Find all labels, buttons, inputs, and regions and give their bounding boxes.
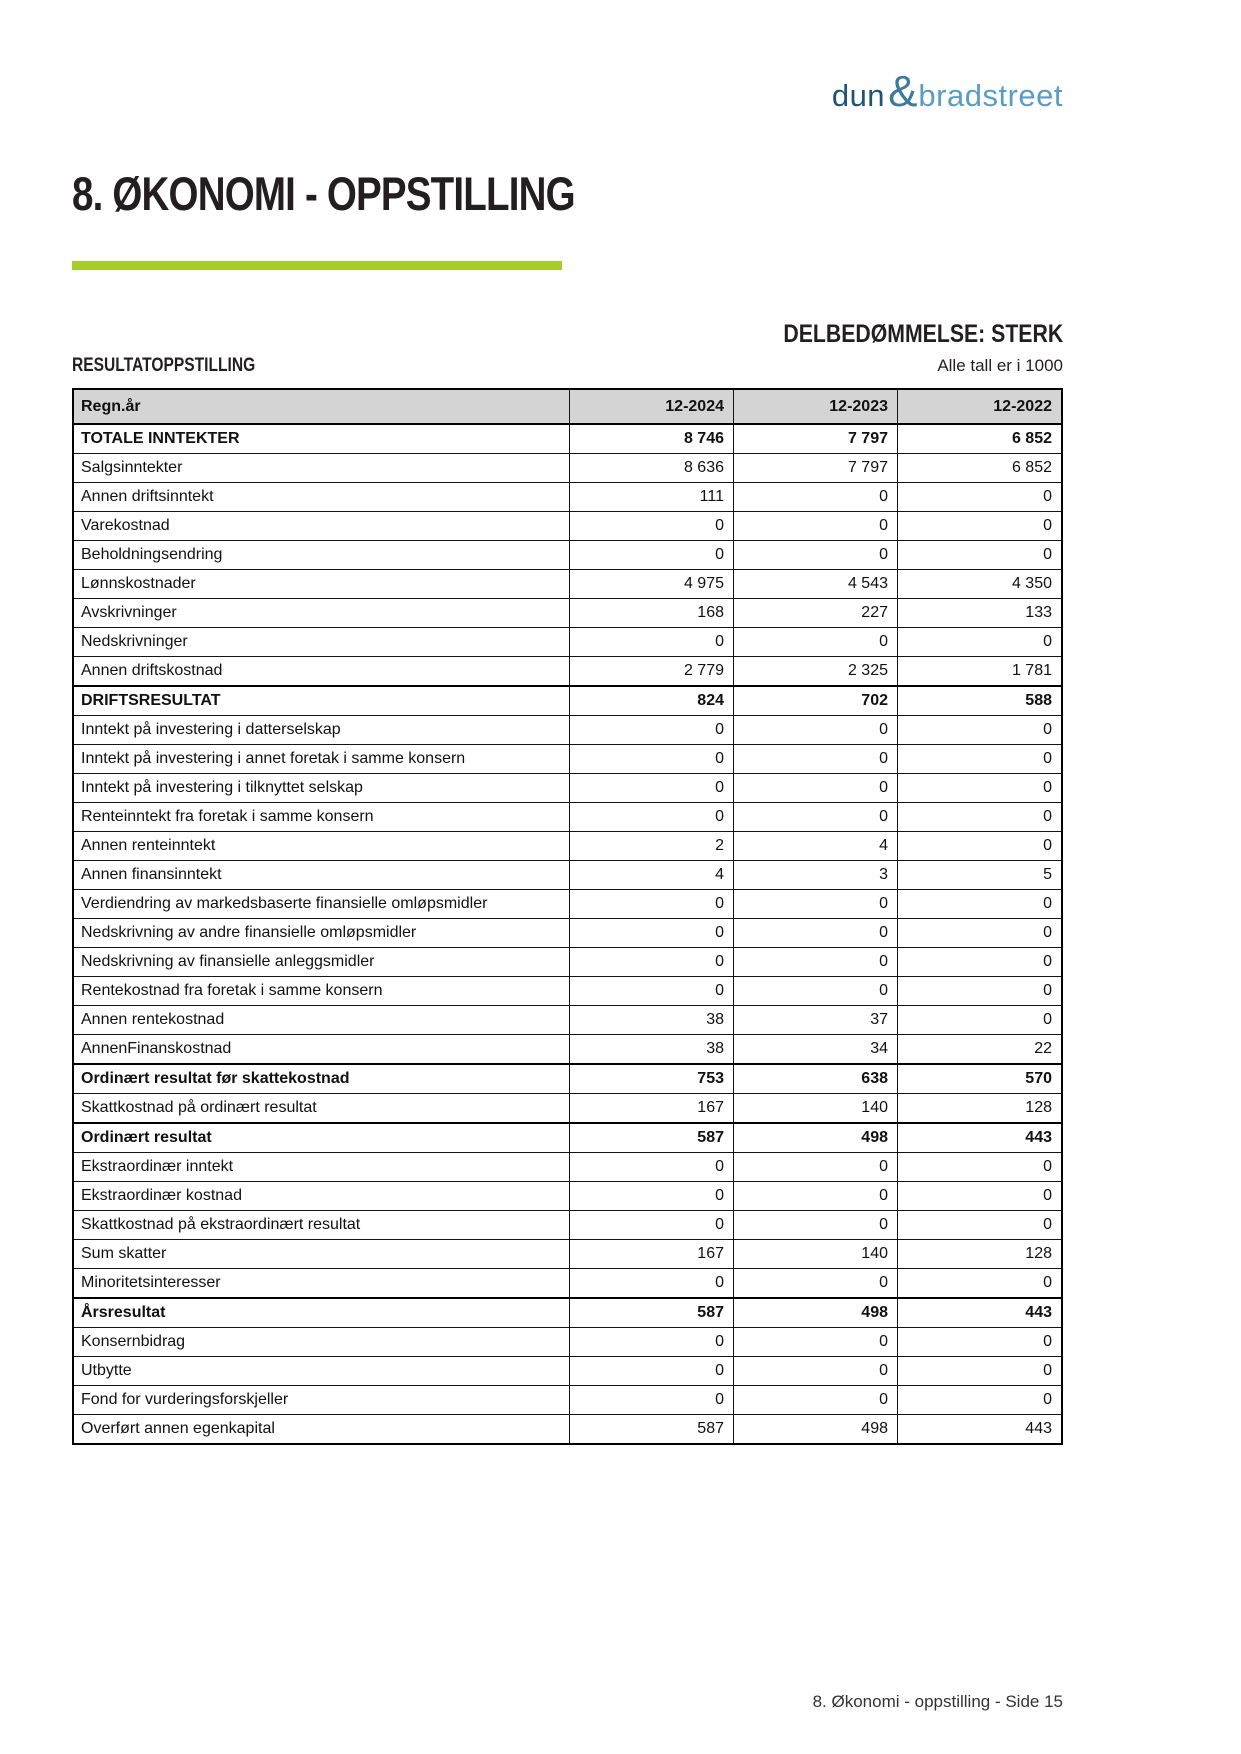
table-row: [73, 454, 1062, 483]
row-value: 0: [898, 832, 1063, 861]
row-label: Salgsinntekter: [73, 454, 570, 483]
row-value: 0: [898, 1211, 1063, 1240]
row-label: Nedskrivninger: [73, 628, 570, 657]
statement-section-label: [72, 355, 295, 377]
row-value: 7 797: [734, 424, 898, 454]
row-value: 498: [734, 1123, 898, 1153]
row-value: 443: [898, 1123, 1063, 1153]
row-value: 2 325: [734, 657, 898, 687]
column-header-2024: 12-2024: [570, 389, 734, 424]
row-label: TOTALE INNTEKTER: [73, 424, 570, 454]
row-label: Renteinntekt fra foretak i samme konsern: [73, 803, 570, 832]
row-value: 0: [734, 1386, 898, 1415]
row-value: 0: [570, 745, 734, 774]
row-value: 0: [570, 1182, 734, 1211]
table-row: [73, 803, 1062, 832]
row-value: 0: [570, 1357, 734, 1386]
row-value: 0: [734, 1211, 898, 1240]
table-row: [73, 599, 1062, 628]
table-row: [73, 1328, 1062, 1357]
row-value: 638: [734, 1064, 898, 1094]
table-row: [73, 1123, 1062, 1153]
title-underline-bar: [72, 261, 562, 270]
table-row: [73, 512, 1062, 541]
logo-dun-text: dun: [831, 77, 886, 113]
table-row: [73, 832, 1062, 861]
row-label: Minoritetsinteresser: [73, 1269, 570, 1299]
row-value: 0: [570, 512, 734, 541]
row-label: Sum skatter: [73, 1240, 570, 1269]
logo-bradstreet-text: bradstreet: [918, 77, 1063, 113]
row-value: 0: [734, 1182, 898, 1211]
row-label: Annen renteinntekt: [73, 832, 570, 861]
row-value: 498: [734, 1415, 898, 1445]
row-value: 0: [570, 803, 734, 832]
row-label: Skattkostnad på ordinært resultat: [73, 1094, 570, 1124]
row-value: 0: [570, 1269, 734, 1299]
row-label: Konsernbidrag: [73, 1328, 570, 1357]
table-row: [73, 774, 1062, 803]
row-value: 498: [734, 1298, 898, 1328]
page-title-text: 8. ØKONOMI - OPPSTILLING: [72, 167, 575, 220]
table-row: [73, 1064, 1062, 1094]
row-value: 128: [898, 1240, 1063, 1269]
row-value: 0: [734, 1328, 898, 1357]
row-value: 5: [898, 861, 1063, 890]
row-value: 167: [570, 1094, 734, 1124]
row-value: 2: [570, 832, 734, 861]
table-row: [73, 861, 1062, 890]
row-value: 0: [898, 948, 1063, 977]
row-value: 4 350: [898, 570, 1063, 599]
row-value: 3: [734, 861, 898, 890]
table-row: [73, 1386, 1062, 1415]
table-row: [73, 1269, 1062, 1299]
row-value: 0: [734, 541, 898, 570]
row-value: 38: [570, 1006, 734, 1035]
row-label: Rentekostnad fra foretak i samme konsern: [73, 977, 570, 1006]
row-value: 0: [570, 890, 734, 919]
row-value: 0: [570, 919, 734, 948]
row-value: 0: [570, 1211, 734, 1240]
row-value: 0: [570, 977, 734, 1006]
page-title: [72, 166, 685, 221]
row-value: 0: [898, 483, 1063, 512]
row-label: Annen finansinntekt: [73, 861, 570, 890]
table-row: [73, 1415, 1062, 1445]
row-label: Beholdningsendring: [73, 541, 570, 570]
row-value: 0: [734, 977, 898, 1006]
row-value: 0: [898, 541, 1063, 570]
row-label: Varekostnad: [73, 512, 570, 541]
row-value: 0: [898, 977, 1063, 1006]
table-row: [73, 1182, 1062, 1211]
row-value: 1 781: [898, 657, 1063, 687]
row-value: 140: [734, 1094, 898, 1124]
row-value: 0: [898, 919, 1063, 948]
row-value: 0: [734, 803, 898, 832]
row-value: 6 852: [898, 424, 1063, 454]
sub-rating: [734, 320, 1063, 349]
row-label: Inntekt på investering i tilknyttet selskap: [73, 774, 570, 803]
table-row: [73, 1211, 1062, 1240]
row-value: 111: [570, 483, 734, 512]
row-value: 4: [570, 861, 734, 890]
row-value: 167: [570, 1240, 734, 1269]
row-label: Fond for vurderingsforskjeller: [73, 1386, 570, 1415]
table-row: [73, 483, 1062, 512]
row-label: Skattkostnad på ekstraordinært resultat: [73, 1211, 570, 1240]
row-value: 0: [734, 774, 898, 803]
income-statement-table: [72, 388, 1063, 1445]
row-value: 0: [734, 745, 898, 774]
row-label: Overført annen egenkapital: [73, 1415, 570, 1445]
row-value: 0: [734, 716, 898, 745]
row-value: 0: [898, 1153, 1063, 1182]
row-value: 0: [898, 1182, 1063, 1211]
row-label: DRIFTSRESULTAT: [73, 686, 570, 716]
row-value: 0: [734, 1153, 898, 1182]
row-value: 0: [570, 541, 734, 570]
table-row: [73, 541, 1062, 570]
row-value: 140: [734, 1240, 898, 1269]
row-value: 0: [898, 1357, 1063, 1386]
table-row: [73, 948, 1062, 977]
row-label: Utbytte: [73, 1357, 570, 1386]
row-value: 0: [734, 890, 898, 919]
row-label: Årsresultat: [73, 1298, 570, 1328]
table-row: [73, 716, 1062, 745]
table-row: [73, 1357, 1062, 1386]
row-value: 128: [898, 1094, 1063, 1124]
row-label: Verdiendring av markedsbaserte finansielle omløpsmidler: [73, 890, 570, 919]
row-value: 443: [898, 1415, 1063, 1445]
table-row: [73, 628, 1062, 657]
row-value: 37: [734, 1006, 898, 1035]
row-value: 0: [570, 1386, 734, 1415]
row-value: 0: [898, 774, 1063, 803]
row-value: 22: [898, 1035, 1063, 1065]
row-value: 0: [898, 1006, 1063, 1035]
row-value: 38: [570, 1035, 734, 1065]
row-value: 588: [898, 686, 1063, 716]
table-row: [73, 1153, 1062, 1182]
table-row: [73, 1240, 1062, 1269]
table-body: [73, 424, 1062, 1444]
row-label: Lønnskostnader: [73, 570, 570, 599]
row-label: Annen rentekostnad: [73, 1006, 570, 1035]
row-label: Inntekt på investering i annet foretak i samme konsern: [73, 745, 570, 774]
row-value: 0: [734, 1357, 898, 1386]
ampersand-icon: &: [888, 67, 918, 116]
table-row: [73, 919, 1062, 948]
row-value: 7 797: [734, 454, 898, 483]
row-value: 4: [734, 832, 898, 861]
row-value: 0: [570, 1328, 734, 1357]
row-value: 0: [734, 948, 898, 977]
row-value: 133: [898, 599, 1063, 628]
row-value: 0: [570, 1153, 734, 1182]
row-value: 8 636: [570, 454, 734, 483]
row-value: 587: [570, 1123, 734, 1153]
row-value: 168: [570, 599, 734, 628]
row-label: Annen driftskostnad: [73, 657, 570, 687]
row-value: 8 746: [570, 424, 734, 454]
row-label: Ekstraordinær kostnad: [73, 1182, 570, 1211]
table-row: [73, 977, 1062, 1006]
row-value: 0: [898, 890, 1063, 919]
row-value: 0: [734, 512, 898, 541]
table-row: [73, 1006, 1062, 1035]
row-value: 753: [570, 1064, 734, 1094]
row-value: 0: [734, 483, 898, 512]
row-value: 570: [898, 1064, 1063, 1094]
row-label: Ekstraordinær inntekt: [73, 1153, 570, 1182]
table-row: [73, 745, 1062, 774]
row-value: 443: [898, 1298, 1063, 1328]
row-value: 227: [734, 599, 898, 628]
row-value: 587: [570, 1298, 734, 1328]
table-row: [73, 1094, 1062, 1124]
row-value: 6 852: [898, 454, 1063, 483]
table-row: [73, 657, 1062, 687]
row-value: 0: [898, 716, 1063, 745]
column-header-2022: 12-2022: [898, 389, 1063, 424]
row-value: 0: [898, 1269, 1063, 1299]
row-value: 0: [570, 716, 734, 745]
row-value: 4 975: [570, 570, 734, 599]
table-row: [73, 890, 1062, 919]
table-header-row: [73, 389, 1062, 424]
row-value: 0: [898, 1386, 1063, 1415]
table-row: [73, 1035, 1062, 1065]
row-value: 587: [570, 1415, 734, 1445]
row-label: Annen driftsinntekt: [73, 483, 570, 512]
row-value: 0: [734, 919, 898, 948]
row-value: 0: [898, 512, 1063, 541]
row-value: 0: [570, 948, 734, 977]
row-value: 824: [570, 686, 734, 716]
dun-bradstreet-logo: [831, 67, 1063, 120]
row-value: 0: [570, 628, 734, 657]
row-label: Ordinært resultat før skattekostnad: [73, 1064, 570, 1094]
row-value: 0: [898, 745, 1063, 774]
row-label: Nedskrivning av finansielle anleggsmidler: [73, 948, 570, 977]
row-label: Ordinært resultat: [73, 1123, 570, 1153]
row-value: 0: [898, 1328, 1063, 1357]
row-label: AnnenFinanskostnad: [73, 1035, 570, 1065]
table-row: [73, 424, 1062, 454]
row-label: Inntekt på investering i datterselskap: [73, 716, 570, 745]
row-value: 0: [570, 774, 734, 803]
row-value: 2 779: [570, 657, 734, 687]
table-row: [73, 1298, 1062, 1328]
page-footer: 8. Økonomi - oppstilling - Side 15: [812, 1692, 1063, 1711]
table-row: [73, 570, 1062, 599]
statement-section-label-text: RESULTATOPPSTILLING: [72, 355, 256, 376]
row-value: 702: [734, 686, 898, 716]
row-label: Avskrivninger: [73, 599, 570, 628]
column-header-2023: 12-2023: [734, 389, 898, 424]
row-label: Nedskrivning av andre finansielle omløpsmidler: [73, 919, 570, 948]
table-row: [73, 686, 1062, 716]
row-value: 0: [734, 628, 898, 657]
row-value: 4 543: [734, 570, 898, 599]
units-note: Alle tall er i 1000: [937, 356, 1063, 375]
row-value: 0: [898, 803, 1063, 832]
sub-rating-text: DELBEDØMMELSE: STERK: [783, 320, 1063, 348]
row-value: 34: [734, 1035, 898, 1065]
column-header-year: Regn.år: [73, 389, 570, 424]
row-value: 0: [734, 1269, 898, 1299]
row-value: 0: [898, 628, 1063, 657]
